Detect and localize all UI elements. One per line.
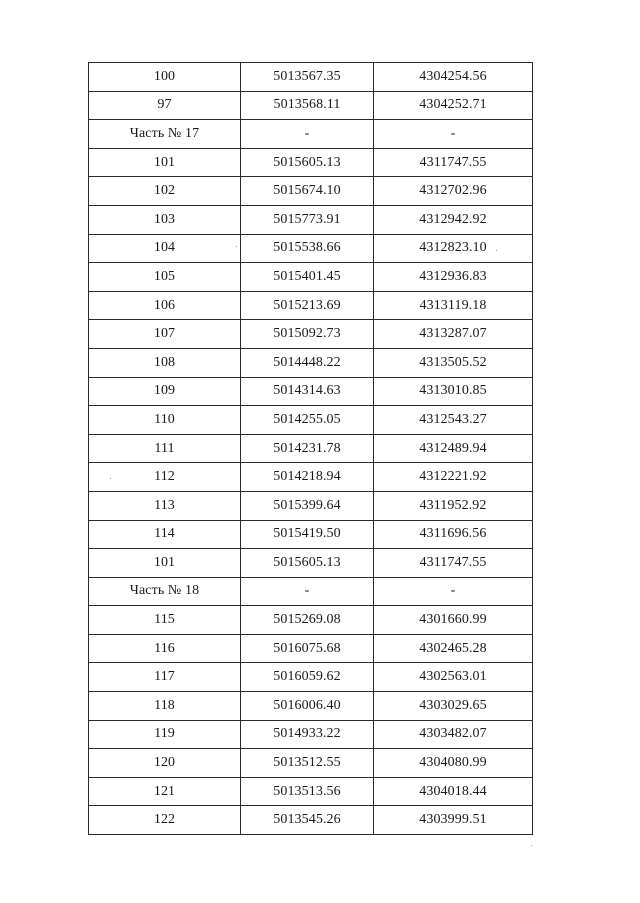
x-coordinate-cell: 5015538.66 [241,234,374,263]
x-coordinate-cell: 5016006.40 [241,692,374,721]
y-coordinate-cell: 4312543.27 [374,406,533,435]
table-row [89,263,533,292]
table-row [89,606,533,635]
x-coordinate-cell: 5014314.63 [241,377,374,406]
y-coordinate-cell: 4312936.83 [374,263,533,292]
point-id-cell: 108 [89,348,241,377]
x-coordinate-cell: 5015269.08 [241,606,374,635]
table-row [89,234,533,263]
y-coordinate-cell: 4311696.56 [374,520,533,549]
table-row [89,177,533,206]
y-coordinate-cell: 4304252.71 [374,91,533,120]
scan-speck [531,845,532,846]
x-coordinate-cell: 5013568.11 [241,91,374,120]
point-id-cell: 101 [89,549,241,578]
table-row [89,749,533,778]
x-coordinate-cell: 5014231.78 [241,434,374,463]
table-row [89,434,533,463]
x-coordinate-cell: 5015401.45 [241,263,374,292]
table-row [89,205,533,234]
table-row [89,148,533,177]
x-coordinate-cell: - [241,120,374,149]
point-id-cell: 119 [89,720,241,749]
y-coordinate-cell: 4303029.65 [374,692,533,721]
point-id-cell: 114 [89,520,241,549]
y-coordinate-cell: 4313119.18 [374,291,533,320]
point-id-cell: 109 [89,377,241,406]
y-coordinate-cell: 4311747.55 [374,549,533,578]
y-coordinate-cell: 4304018.44 [374,777,533,806]
table-row [89,63,533,92]
y-coordinate-cell: 4313505.52 [374,348,533,377]
table-row [89,491,533,520]
point-id-cell: 101 [89,148,241,177]
scan-speck [236,246,237,247]
y-coordinate-cell: 4302563.01 [374,663,533,692]
section-label-cell: Часть № 18 [89,577,241,606]
table-row [89,406,533,435]
y-coordinate-cell: 4303482.07 [374,720,533,749]
x-coordinate-cell: 5013545.26 [241,806,374,835]
x-coordinate-cell: 5016075.68 [241,634,374,663]
x-coordinate-cell: 5015674.10 [241,177,374,206]
x-coordinate-cell: 5016059.62 [241,663,374,692]
coordinates-table [88,62,533,835]
x-coordinate-cell: 5013513.56 [241,777,374,806]
y-coordinate-cell: 4312702.96 [374,177,533,206]
y-coordinate-cell: 4311747.55 [374,148,533,177]
y-coordinate-cell: 4312823.10 [374,234,533,263]
y-coordinate-cell: 4313287.07 [374,320,533,349]
point-id-cell: 111 [89,434,241,463]
y-coordinate-cell: 4312489.94 [374,434,533,463]
x-coordinate-cell: 5015773.91 [241,205,374,234]
table-row [89,806,533,835]
table-row [89,777,533,806]
table-row [89,663,533,692]
coordinates-table-body [89,63,533,835]
point-id-cell: 117 [89,663,241,692]
section-label-cell: Часть № 17 [89,120,241,149]
x-coordinate-cell: 5014255.05 [241,406,374,435]
x-coordinate-cell: - [241,577,374,606]
y-coordinate-cell: 4304080.99 [374,749,533,778]
scan-speck [496,250,497,251]
y-coordinate-cell: 4312942.92 [374,205,533,234]
y-coordinate-cell: 4311952.92 [374,491,533,520]
y-coordinate-cell: 4301660.99 [374,606,533,635]
table-row [89,520,533,549]
x-coordinate-cell: 5015092.73 [241,320,374,349]
point-id-cell: 102 [89,177,241,206]
table-row [89,348,533,377]
point-id-cell: 121 [89,777,241,806]
point-id-cell: 115 [89,606,241,635]
y-coordinate-cell: - [374,120,533,149]
point-id-cell: 100 [89,63,241,92]
y-coordinate-cell: 4302465.28 [374,634,533,663]
scan-speck [110,478,111,479]
table-row [89,320,533,349]
point-id-cell: 107 [89,320,241,349]
table-row [89,91,533,120]
table-row [89,634,533,663]
point-id-cell: 122 [89,806,241,835]
point-id-cell: 118 [89,692,241,721]
point-id-cell: 112 [89,463,241,492]
table-row [89,463,533,492]
point-id-cell: 106 [89,291,241,320]
y-coordinate-cell: - [374,577,533,606]
table-row [89,549,533,578]
point-id-cell: 103 [89,205,241,234]
y-coordinate-cell: 4303999.51 [374,806,533,835]
point-id-cell: 110 [89,406,241,435]
x-coordinate-cell: 5015605.13 [241,148,374,177]
table-row [89,692,533,721]
point-id-cell: 104 [89,234,241,263]
x-coordinate-cell: 5014448.22 [241,348,374,377]
point-id-cell: 113 [89,491,241,520]
x-coordinate-cell: 5014933.22 [241,720,374,749]
section-header-row [89,120,533,149]
point-id-cell: 97 [89,91,241,120]
y-coordinate-cell: 4313010.85 [374,377,533,406]
x-coordinate-cell: 5014218.94 [241,463,374,492]
x-coordinate-cell: 5013512.55 [241,749,374,778]
y-coordinate-cell: 4312221.92 [374,463,533,492]
point-id-cell: 116 [89,634,241,663]
point-id-cell: 105 [89,263,241,292]
y-coordinate-cell: 4304254.56 [374,63,533,92]
x-coordinate-cell: 5015419.50 [241,520,374,549]
point-id-cell: 120 [89,749,241,778]
section-header-row [89,577,533,606]
x-coordinate-cell: 5015605.13 [241,549,374,578]
table-row [89,377,533,406]
x-coordinate-cell: 5015213.69 [241,291,374,320]
table-row [89,291,533,320]
table-row [89,720,533,749]
x-coordinate-cell: 5015399.64 [241,491,374,520]
x-coordinate-cell: 5013567.35 [241,63,374,92]
